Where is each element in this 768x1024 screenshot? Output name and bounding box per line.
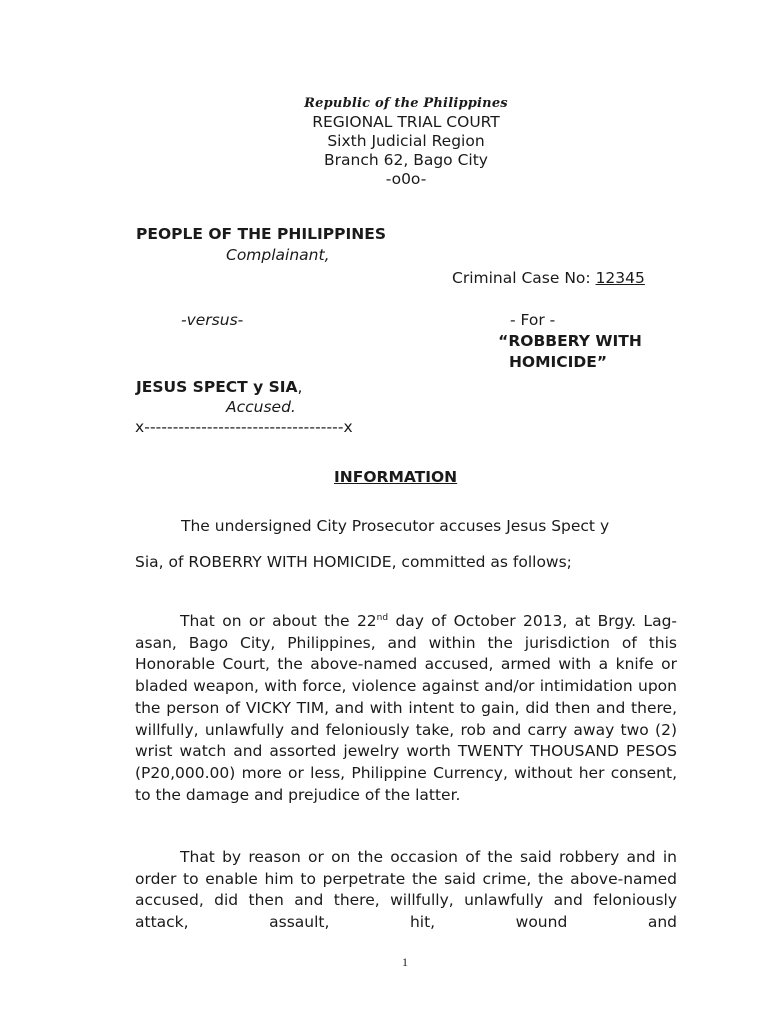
allegation-paragraph-2 [135, 847, 677, 934]
case-number-line [452, 269, 645, 287]
accused-line [136, 378, 302, 396]
allegation-2-text: That by reason or on the occasion of the said robbery and in order to enable him to perpetrate the said crime, the above-named accused, did then and there, willfully, unlawfully and feloniously attack, assault, hit, wound and [135, 848, 677, 932]
versus-label: -versus- [181, 311, 244, 329]
page-number: 1 [402, 955, 408, 969]
court-name: REGIONAL TRIAL COURT [312, 113, 500, 131]
court-branch: Branch 62, Bago City [324, 151, 488, 169]
case-number: 12345 [595, 269, 645, 287]
intro-line-2: Sia, of ROBERRY WITH HOMICIDE, committed as follows; [135, 553, 572, 571]
charge-line-1: “ROBBERY WITH [498, 332, 642, 350]
for-label: - For - [510, 311, 556, 329]
plaintiff-role: Complainant, [226, 246, 330, 264]
case-number-label: Criminal Case No: [452, 269, 596, 287]
charge-line-2: HOMICIDE” [508, 353, 608, 371]
ordinal-suffix: nd [376, 612, 389, 623]
republic-header: Republic of the Philippines [304, 96, 508, 111]
plaintiff-name: PEOPLE OF THE PHILIPPINES [136, 225, 386, 243]
header-separator: -o0o- [385, 170, 427, 188]
accused-name: JESUS SPECT y SIA [136, 378, 298, 396]
document-title: INFORMATION [334, 468, 458, 486]
accused-comma: , [297, 378, 303, 396]
allegation-1-rest: day of October 2013, at Brgy. Lag-asan, Bago City, Philippines, and within the jurisdiction of this Honorable Court, the above-named accused, armed with a knife or bladed weapon, with force, violence against and/or intimidation upon the person of VICKY TIM, and with intent to gain, did then and there, willfully, unlawfully and feloniously take, rob and carry away two (2) wrist watch and assorted jewelry worth TWENTY THOUSAND PESOS (P20,000.00) more or less, Philippine Currency, without her consent, to the damage and prejudice of the latter. [135, 612, 678, 804]
allegation-1-start: That on or about the 22 [180, 612, 377, 630]
allegation-paragraph-1 [135, 611, 677, 806]
judicial-region: Sixth Judicial Region [327, 132, 485, 150]
accused-role: Accused. [226, 398, 296, 416]
intro-line-1: The undersigned City Prosecutor accuses Jesus Spect y [181, 517, 610, 535]
caption-divider: x-----------------------------------x [135, 418, 353, 436]
